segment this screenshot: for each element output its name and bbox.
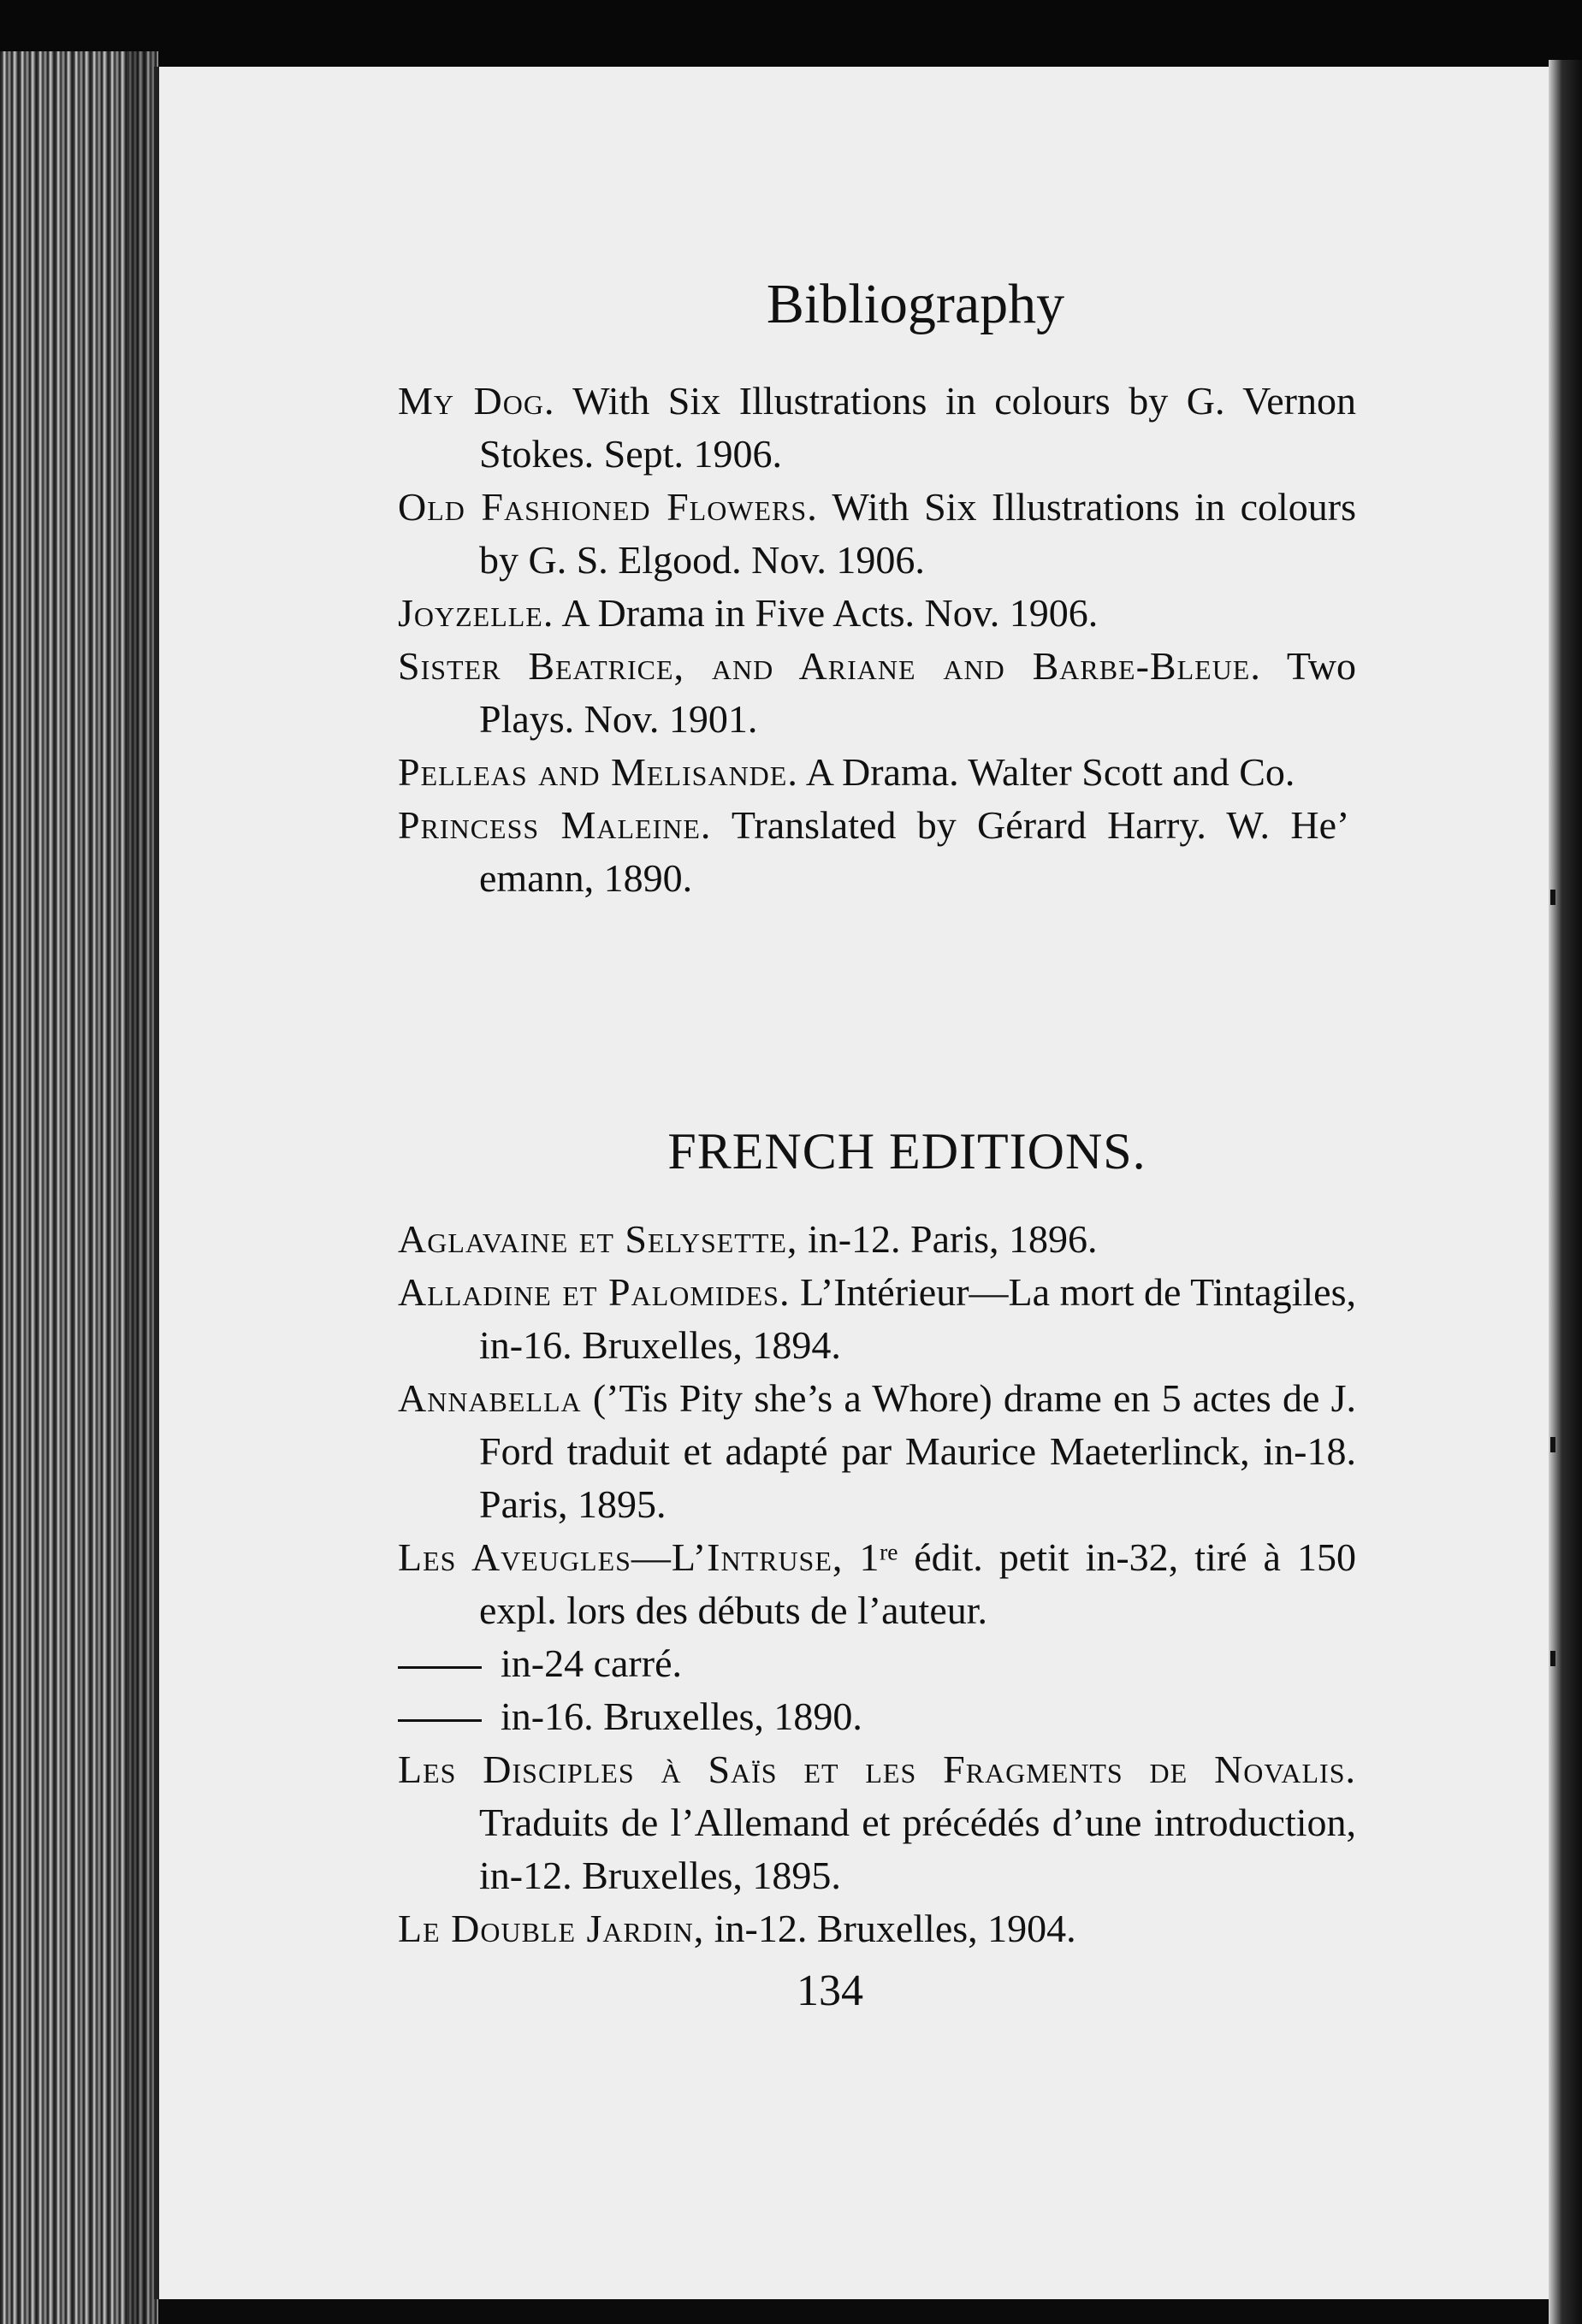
list-item <box>398 1902 1356 1955</box>
scan-speck <box>1550 1651 1555 1666</box>
page-number: 134 <box>797 1966 863 2015</box>
entry-title: Old Fashioned Flowers. <box>398 485 818 529</box>
list-item <box>398 1690 1356 1743</box>
list-item <box>398 1743 1356 1902</box>
list-item <box>398 1531 1356 1637</box>
list-item <box>398 1372 1356 1531</box>
scan-specks <box>1550 890 1567 1659</box>
entry-title: Sister Beatrice, and Ariane and Barbe-Bleue. <box>398 644 1261 688</box>
entry-details: (’Tis Pity she’s a Whore) drame en 5 actes de J. Ford traduit et adapté par Maurice Maeterlinck, in-18. Paris, 1895. <box>479 1376 1356 1526</box>
page-title: Bibliography <box>766 273 1065 335</box>
list-item <box>398 375 1356 481</box>
entry-title: Les Aveugles—L’Intruse, <box>398 1535 844 1579</box>
entry-title: Les Disciples à Saïs et les Fragments de Novalis. <box>398 1747 1356 1791</box>
entry-title: Annabella <box>398 1376 582 1420</box>
list-item <box>398 799 1356 905</box>
entry-title: Princess Maleine. <box>398 803 712 847</box>
entry-title: My Dog. <box>398 379 555 423</box>
scan-speck <box>1550 1437 1555 1452</box>
entry-details: in-24 carré. <box>501 1641 682 1685</box>
list-item <box>398 1637 1356 1690</box>
english-bibliography-list <box>398 375 1356 905</box>
entry-title: Aglavaine et Selysette, <box>398 1217 798 1261</box>
list-item <box>398 1213 1356 1266</box>
entry-details: Translated by Gérard Harry. W. He’ emann, 1890. <box>479 803 1356 900</box>
scan-border-top <box>0 0 1582 67</box>
entry-title: Alladine et Palomides. <box>398 1270 791 1314</box>
list-item <box>398 1266 1356 1372</box>
list-item <box>398 481 1356 587</box>
section-heading: FRENCH EDITIONS. <box>667 1123 1147 1180</box>
entry-title: Pelleas and Melisande. <box>398 750 798 794</box>
list-item <box>398 587 1356 640</box>
entry-details: With Six Illustrations in colours by G. Vernon Stokes. Sept. 1906. <box>479 379 1356 476</box>
entry-details: With Six Illustrations in colours by G. S. Elgood. Nov. 1906. <box>479 485 1356 582</box>
entry-title: Le Double Jardin, <box>398 1907 705 1950</box>
entry-details: in-12. Paris, 1896. <box>797 1217 1098 1261</box>
entry-details: Two Plays. Nov. 1901. <box>479 644 1356 741</box>
entry-details: A Drama. Walter Scott and Co. <box>797 750 1295 794</box>
scan-speck <box>1550 890 1555 905</box>
entry-details: L’Intérieur—La mort de Tintagiles, in-16. Bruxelles, 1894. <box>479 1270 1356 1367</box>
list-item <box>398 640 1356 746</box>
entry-details: A Drama in Five Acts. Nov. 1906. <box>554 591 1099 635</box>
entry-details: Traduits de l’Allemand et précédés d’une introduction, in-12. Bruxelles, 1895. <box>479 1801 1356 1897</box>
entry-details: in-12. Bruxelles, 1904. <box>704 1907 1076 1950</box>
ditto-dash <box>398 1666 482 1669</box>
entry-title: Joyzelle. <box>398 591 554 635</box>
entry-details: 1ʳᵉ édit. petit in-32, tiré à 150 expl. lors des débuts de l’auteur. <box>479 1535 1356 1632</box>
entry-details: in-16. Bruxelles, 1890. <box>501 1694 862 1738</box>
ditto-dash <box>398 1719 482 1722</box>
list-item <box>398 746 1356 799</box>
french-editions-list <box>398 1213 1356 1955</box>
